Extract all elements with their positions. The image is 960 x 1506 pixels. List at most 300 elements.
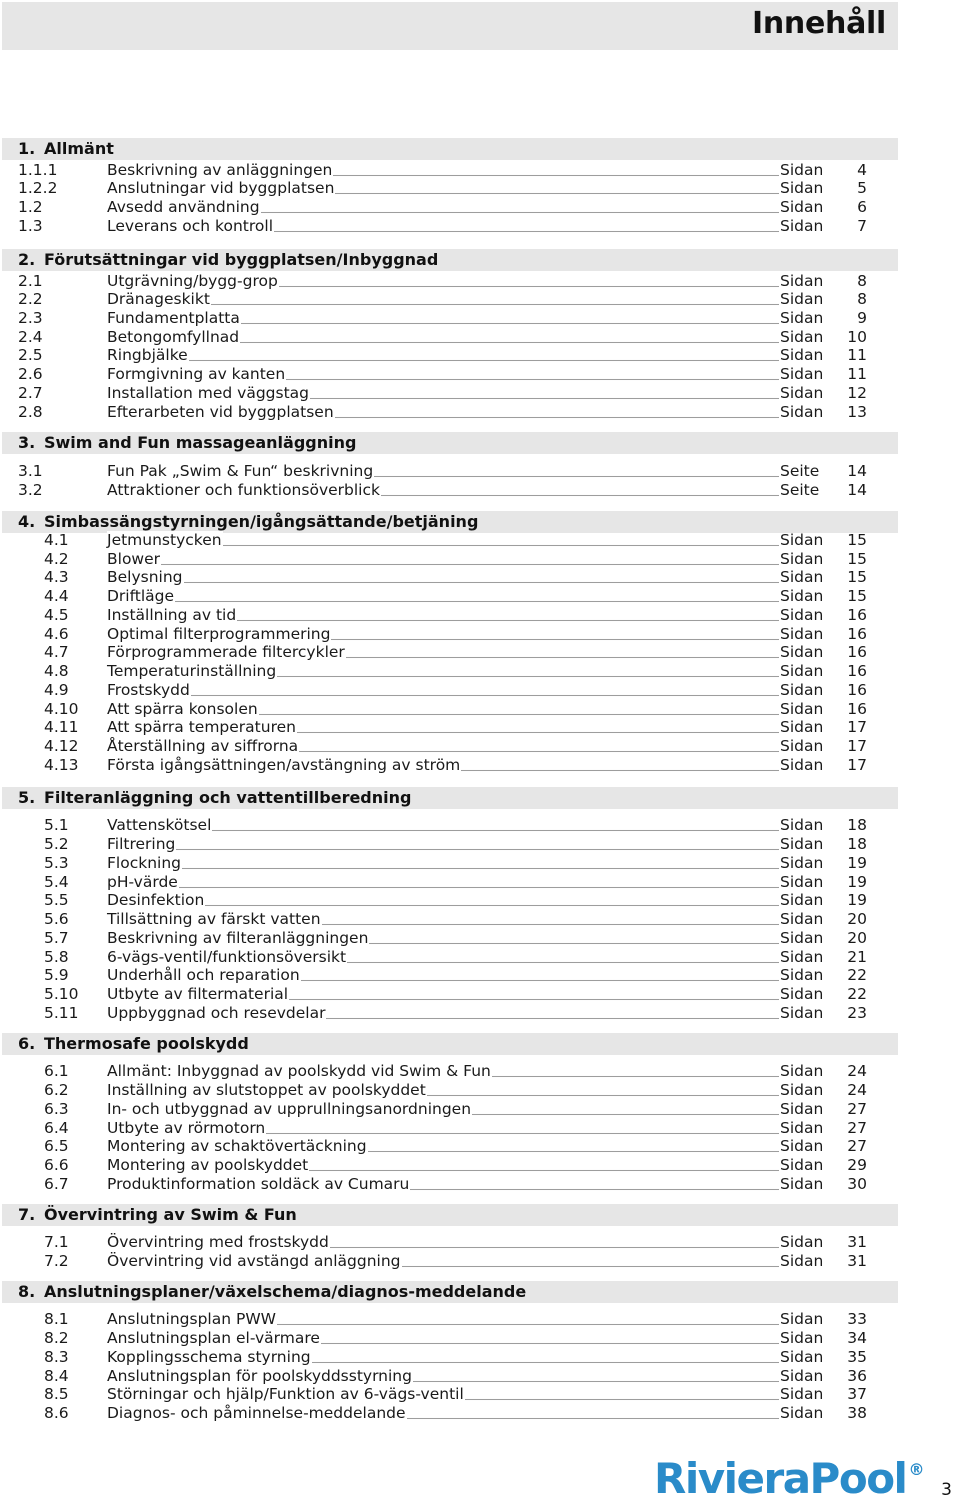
entry-page-word: Sidan (780, 1310, 824, 1328)
section-number: 2. (18, 250, 36, 269)
entry-page-number: 38 (847, 1404, 867, 1422)
entry-page-number: 24 (847, 1062, 867, 1080)
dot-leader (492, 1075, 779, 1078)
toc-entry[interactable] (0, 1348, 960, 1367)
entry-label: Optimal filterprogrammering (107, 625, 331, 643)
entry-label: Ringbjälke (107, 346, 188, 364)
entry-page-word: Sidan (780, 1252, 824, 1270)
dot-leader (368, 1150, 779, 1153)
entry-number: 1.1.1 (18, 161, 58, 179)
entry-page-number: 22 (847, 985, 867, 1003)
toc-entry[interactable] (0, 910, 960, 929)
dot-leader (402, 1265, 779, 1268)
entry-page-number: 5 (857, 179, 867, 197)
section-title: Allmänt (44, 139, 114, 158)
entry-number: 6.2 (44, 1081, 69, 1099)
entry-label: Flockning (107, 854, 181, 872)
entry-label: Inställning av slutstoppet av poolskyddet (107, 1081, 426, 1099)
dot-leader (427, 1094, 779, 1097)
entry-page-number: 36 (847, 1367, 867, 1385)
section-number: 7. (18, 1205, 36, 1224)
entry-page-number: 4 (857, 161, 867, 179)
toc-entry[interactable] (0, 403, 960, 422)
entry-label: Produktinformation soldäck av Cumaru (107, 1175, 410, 1193)
entry-label: Anslutningsplan el-värmare (107, 1329, 320, 1347)
entry-label: Första igångsättningen/avstängning av ström (107, 756, 461, 774)
entry-page-number: 27 (847, 1137, 867, 1155)
entry-page-number: 30 (847, 1175, 867, 1193)
entry-label: Övervintring med frostskydd (107, 1233, 329, 1251)
section-title: Thermosafe poolskydd (44, 1034, 249, 1053)
entry-page-number: 35 (847, 1348, 867, 1366)
section-heading (2, 511, 898, 533)
entry-page-number: 7 (857, 217, 867, 235)
toc-entry[interactable] (0, 1081, 960, 1100)
dot-leader (277, 1323, 779, 1326)
dot-leader (461, 769, 779, 772)
entry-number: 5.3 (44, 854, 69, 872)
toc-entry[interactable] (0, 1100, 960, 1119)
entry-page-word: Sidan (780, 1348, 824, 1366)
entry-number: 3.2 (18, 481, 43, 499)
entry-page-number: 14 (847, 462, 867, 480)
dot-leader (333, 174, 779, 177)
toc-entry[interactable] (0, 531, 960, 550)
toc-entry[interactable] (0, 1233, 960, 1252)
entry-label: Avsedd användning (107, 198, 260, 216)
entry-page-number: 19 (847, 873, 867, 891)
dot-leader (175, 600, 779, 603)
toc-entry[interactable] (0, 816, 960, 835)
entry-page-word: Sidan (780, 161, 824, 179)
entry-page-number: 14 (847, 481, 867, 499)
toc-entry[interactable] (0, 873, 960, 892)
entry-page-word: Sidan (780, 346, 824, 364)
entry-number: 4.3 (44, 568, 69, 586)
entry-page-number: 18 (847, 835, 867, 853)
toc-entry[interactable] (0, 1404, 960, 1423)
toc-entry[interactable] (0, 756, 960, 775)
entry-number: 4.10 (44, 700, 79, 718)
entry-label: Utbyte av rörmotorn (107, 1119, 266, 1137)
toc-entry[interactable] (0, 1137, 960, 1156)
entry-label: Utgrävning/bygg-grop (107, 272, 278, 290)
entry-page-word: Sidan (780, 873, 824, 891)
section-heading (2, 787, 898, 809)
dot-leader (312, 1361, 779, 1364)
entry-label: Inställning av tid (107, 606, 237, 624)
toc-entry[interactable] (0, 854, 960, 873)
entry-page-number: 18 (847, 816, 867, 834)
entry-label: Anslutningsplan för poolskyddsstyrning (107, 1367, 412, 1385)
toc-entry[interactable] (0, 365, 960, 384)
toc-entry[interactable] (0, 161, 960, 180)
dot-leader (301, 979, 779, 982)
dot-leader (321, 1342, 779, 1345)
entry-number: 6.5 (44, 1137, 69, 1155)
riviera-pool-logo (654, 1455, 923, 1503)
entry-label: Driftläge (107, 587, 175, 605)
dot-leader (381, 494, 779, 497)
entry-label: Montering av poolskyddet (107, 1156, 309, 1174)
toc-entry[interactable] (0, 1252, 960, 1271)
entry-number: 6.7 (44, 1175, 69, 1193)
toc-entry[interactable] (0, 643, 960, 662)
entry-label: 6-vägs-ventil/funktionsöversikt (107, 948, 347, 966)
entry-page-number: 9 (857, 309, 867, 327)
toc-entry[interactable] (0, 1329, 960, 1348)
entry-page-number: 16 (847, 606, 867, 624)
section-heading (2, 1204, 898, 1226)
entry-number: 4.7 (44, 643, 69, 661)
entry-label: Anslutningsplan PWW (107, 1310, 276, 1328)
entry-page-number: 19 (847, 891, 867, 909)
dot-leader (184, 581, 779, 584)
dot-leader (299, 750, 779, 753)
entry-page-word: Sidan (780, 198, 824, 216)
entry-number: 5.1 (44, 816, 69, 834)
entry-page-number: 17 (847, 737, 867, 755)
entry-page-word: Sidan (780, 700, 824, 718)
entry-page-number: 15 (847, 587, 867, 605)
entry-number: 1.3 (18, 217, 43, 235)
entry-number: 1.2 (18, 198, 43, 216)
section-heading (2, 138, 898, 160)
section-number: 1. (18, 139, 36, 158)
toc-entry[interactable] (0, 384, 960, 403)
section-title: Anslutningsplaner/växelschema/diagnos-meddelande (44, 1282, 527, 1301)
entry-page-number: 16 (847, 681, 867, 699)
dot-leader (369, 942, 779, 945)
toc-entry[interactable] (0, 462, 960, 481)
section-heading (2, 1281, 898, 1303)
dot-leader (212, 829, 779, 832)
toc-entry[interactable] (0, 328, 960, 347)
entry-page-number: 11 (847, 365, 867, 383)
toc-entry[interactable] (0, 272, 960, 291)
entry-page-word: Sidan (780, 550, 824, 568)
dot-leader (289, 998, 779, 1001)
toc-entry[interactable] (0, 1004, 960, 1023)
entry-page-number: 22 (847, 966, 867, 984)
toc-entry[interactable] (0, 1367, 960, 1386)
entry-page-word: Sidan (780, 1156, 824, 1174)
entry-page-word: Sidan (780, 1385, 824, 1403)
entry-page-word: Sidan (780, 625, 824, 643)
entry-page-word: Sidan (780, 854, 824, 872)
dot-leader (211, 303, 779, 306)
section-title: Övervintring av Swim & Fun (44, 1205, 297, 1224)
entry-label: Leverans och kontroll (107, 217, 273, 235)
section-heading (2, 249, 898, 271)
entry-label: Störningar och hjälp/Funktion av 6-vägs-ventil (107, 1385, 464, 1403)
section-number: 3. (18, 433, 36, 452)
entry-number: 5.11 (44, 1004, 79, 1022)
toc-entry[interactable] (0, 481, 960, 500)
entry-page-word: Sidan (780, 179, 824, 197)
entry-page-word: Sidan (780, 985, 824, 1003)
entry-label: Diagnos- och påminnelse-meddelande (107, 1404, 406, 1422)
dot-leader (261, 211, 779, 214)
entry-label: Montering av schaktövertäckning (107, 1137, 367, 1155)
entry-label: Fundamentplatta (107, 309, 240, 327)
entry-page-word: Sidan (780, 272, 824, 290)
dot-leader (297, 731, 779, 734)
entry-page-word: Sidan (780, 1404, 824, 1422)
entry-page-number: 19 (847, 854, 867, 872)
toc-entry[interactable] (0, 198, 960, 217)
dot-leader (176, 848, 779, 851)
entry-number: 2.4 (18, 328, 43, 346)
entry-label: Utbyte av filtermaterial (107, 985, 289, 1003)
entry-page-word: Sidan (780, 835, 824, 853)
dot-leader (310, 397, 779, 400)
entry-label: In- och utbyggnad av upprullningsanordningen (107, 1100, 472, 1118)
entry-page-word: Sidan (780, 1233, 824, 1251)
entry-page-number: 37 (847, 1385, 867, 1403)
toc-entry[interactable] (0, 179, 960, 198)
dot-leader (161, 563, 779, 566)
entry-page-word: Sidan (780, 891, 824, 909)
entry-page-number: 20 (847, 929, 867, 947)
entry-page-number: 17 (847, 718, 867, 736)
entry-page-word: Sidan (780, 365, 824, 383)
toc-entry[interactable] (0, 1062, 960, 1081)
entry-number: 8.2 (44, 1329, 69, 1347)
entry-page-word: Sidan (780, 290, 824, 308)
entry-label: Formgivning av kanten (107, 365, 286, 383)
entry-label: Anslutningar vid byggplatsen (107, 179, 335, 197)
entry-page-number: 16 (847, 643, 867, 661)
section-number: 4. (18, 512, 36, 531)
entry-number: 5.2 (44, 835, 69, 853)
entry-number: 4.8 (44, 662, 69, 680)
entry-number: 5.8 (44, 948, 69, 966)
toc-entry[interactable] (0, 1385, 960, 1404)
entry-page-number: 15 (847, 531, 867, 549)
toc-entry[interactable] (0, 891, 960, 910)
entry-page-number: 13 (847, 403, 867, 421)
entry-page-number: 23 (847, 1004, 867, 1022)
toc-entry[interactable] (0, 1310, 960, 1329)
dot-leader (259, 713, 779, 716)
entry-page-word: Sidan (780, 606, 824, 624)
dot-leader (274, 230, 779, 233)
entry-page-word: Sidan (780, 737, 824, 755)
entry-number: 7.1 (44, 1233, 69, 1251)
entry-label: Beskrivning av filteranläggningen (107, 929, 369, 947)
entry-page-number: 12 (847, 384, 867, 402)
toc-entry[interactable] (0, 587, 960, 606)
entry-number: 5.4 (44, 873, 69, 891)
entry-number: 4.9 (44, 681, 69, 699)
entry-page-number: 8 (857, 272, 867, 290)
dot-leader (277, 675, 779, 678)
entry-label: Att spärra temperaturen (107, 718, 296, 736)
entry-page-word: Sidan (780, 1137, 824, 1155)
entry-page-word: Sidan (780, 1062, 824, 1080)
entry-label: Fun Pak „Swim & Fun“ beskrivning (107, 462, 374, 480)
entry-label: Återställning av siffrorna (107, 737, 299, 755)
registered-mark: ® (908, 1460, 923, 1479)
dot-leader (335, 192, 779, 195)
entry-number: 4.4 (44, 587, 69, 605)
entry-number: 5.10 (44, 985, 79, 1003)
dot-leader (413, 1380, 779, 1383)
toc-entry[interactable] (0, 718, 960, 737)
entry-page-number: 16 (847, 700, 867, 718)
toc-entry[interactable] (0, 948, 960, 967)
entry-number: 4.13 (44, 756, 79, 774)
page-header (2, 2, 898, 50)
entry-page-word: Sidan (780, 681, 824, 699)
section-heading (2, 1033, 898, 1055)
toc-entry[interactable] (0, 550, 960, 569)
toc-entry[interactable] (0, 929, 960, 948)
entry-page-word: Sidan (780, 1367, 824, 1385)
entry-number: 4.2 (44, 550, 69, 568)
section-title: Simbassängstyrningen/igångsättande/betjäning (44, 512, 479, 531)
dot-leader (330, 1246, 779, 1249)
dot-leader (189, 359, 779, 362)
dot-leader (191, 694, 779, 697)
entry-page-number: 21 (847, 948, 867, 966)
entry-page-number: 20 (847, 910, 867, 928)
entry-number: 6.1 (44, 1062, 69, 1080)
toc-entry[interactable] (0, 606, 960, 625)
entry-page-word: Sidan (780, 643, 824, 661)
section-title: Förutsättningar vid byggplatsen/Inbyggnad (44, 250, 439, 269)
entry-number: 2.1 (18, 272, 43, 290)
toc-entry[interactable] (0, 625, 960, 644)
entry-page-word: Sidan (780, 1175, 824, 1193)
entry-page-word: Sidan (780, 718, 824, 736)
entry-number: 5.7 (44, 929, 69, 947)
entry-number: 2.8 (18, 403, 43, 421)
entry-page-number: 10 (847, 328, 867, 346)
toc-entry[interactable] (0, 681, 960, 700)
entry-label: Desinfektion (107, 891, 205, 909)
entry-number: 1.2.2 (18, 179, 58, 197)
dot-leader (223, 544, 779, 547)
entry-page-number: 24 (847, 1081, 867, 1099)
dot-leader (472, 1113, 779, 1116)
entry-page-number: 16 (847, 625, 867, 643)
toc-entry[interactable] (0, 1156, 960, 1175)
dot-leader (286, 378, 779, 381)
entry-label: Filtrering (107, 835, 176, 853)
entry-number: 2.2 (18, 290, 43, 308)
toc-entry[interactable] (0, 1175, 960, 1194)
dot-leader (179, 886, 779, 889)
entry-page-number: 29 (847, 1156, 867, 1174)
entry-page-number: 31 (847, 1252, 867, 1270)
dot-leader (322, 923, 779, 926)
entry-number: 6.3 (44, 1100, 69, 1118)
entry-label: Förprogrammerade filtercykler (107, 643, 345, 661)
page-number: 3 (941, 1480, 952, 1500)
entry-number: 6.4 (44, 1119, 69, 1137)
entry-number: 5.6 (44, 910, 69, 928)
entry-number: 4.12 (44, 737, 79, 755)
entry-page-number: 11 (847, 346, 867, 364)
entry-page-number: 16 (847, 662, 867, 680)
entry-number: 2.3 (18, 309, 43, 327)
entry-page-word: Sidan (780, 309, 824, 327)
entry-label: Dränageskikt (107, 290, 210, 308)
toc-entry[interactable] (0, 737, 960, 756)
entry-label: Belysning (107, 568, 183, 586)
toc-entry[interactable] (0, 966, 960, 985)
entry-page-word: Seite (780, 462, 820, 480)
entry-number: 6.6 (44, 1156, 69, 1174)
entry-number: 2.6 (18, 365, 43, 383)
entry-label: Övervintring vid avstängd anläggning (107, 1252, 401, 1270)
toc-entry[interactable] (0, 217, 960, 236)
toc-entry[interactable] (0, 835, 960, 854)
entry-label: Blower (107, 550, 161, 568)
dot-leader (205, 904, 779, 907)
dot-leader (237, 619, 779, 622)
dot-leader (309, 1169, 779, 1172)
entry-page-number: 6 (857, 198, 867, 216)
dot-leader (374, 475, 779, 478)
entry-label: Frostskydd (107, 681, 190, 699)
entry-number: 8.4 (44, 1367, 69, 1385)
entry-label: Att spärra konsolen (107, 700, 258, 718)
dot-leader (182, 867, 779, 870)
entry-page-word: Sidan (780, 531, 824, 549)
entry-label: Temperaturinställning (107, 662, 277, 680)
entry-label: Allmänt: Inbyggnad av poolskydd vid Swim & Fun (107, 1062, 491, 1080)
toc-entry[interactable] (0, 700, 960, 719)
toc-entry[interactable] (0, 568, 960, 587)
toc-entry[interactable] (0, 985, 960, 1004)
entry-number: 3.1 (18, 462, 43, 480)
toc-entry[interactable] (0, 1119, 960, 1138)
entry-page-word: Sidan (780, 948, 824, 966)
logo-text: RivieraPool (654, 1454, 907, 1503)
toc-entry[interactable] (0, 662, 960, 681)
dot-leader (346, 656, 779, 659)
toc-entry[interactable] (0, 346, 960, 365)
entry-page-word: Sidan (780, 1081, 824, 1099)
section-number: 8. (18, 1282, 36, 1301)
entry-number: 4.1 (44, 531, 69, 549)
entry-number: 4.11 (44, 718, 79, 736)
entry-page-word: Sidan (780, 929, 824, 947)
entry-label: Vattenskötsel (107, 816, 212, 834)
entry-label: Installation med väggstag (107, 384, 310, 402)
entry-label: Efterarbeten vid byggplatsen (107, 403, 334, 421)
entry-page-number: 27 (847, 1100, 867, 1118)
toc-entry[interactable] (0, 309, 960, 328)
toc-entry[interactable] (0, 290, 960, 309)
entry-number: 7.2 (44, 1252, 69, 1270)
entry-number: 2.7 (18, 384, 43, 402)
dot-leader (279, 285, 779, 288)
entry-label: Underhåll och reparation (107, 966, 300, 984)
entry-page-word: Sidan (780, 910, 824, 928)
entry-number: 8.5 (44, 1385, 69, 1403)
entry-number: 5.9 (44, 966, 69, 984)
dot-leader (266, 1132, 779, 1135)
entry-number: 2.5 (18, 346, 43, 364)
dot-leader (410, 1188, 779, 1191)
entry-page-word: Sidan (780, 403, 824, 421)
entry-label: Betongomfyllnad (107, 328, 240, 346)
entry-page-word: Sidan (780, 217, 824, 235)
